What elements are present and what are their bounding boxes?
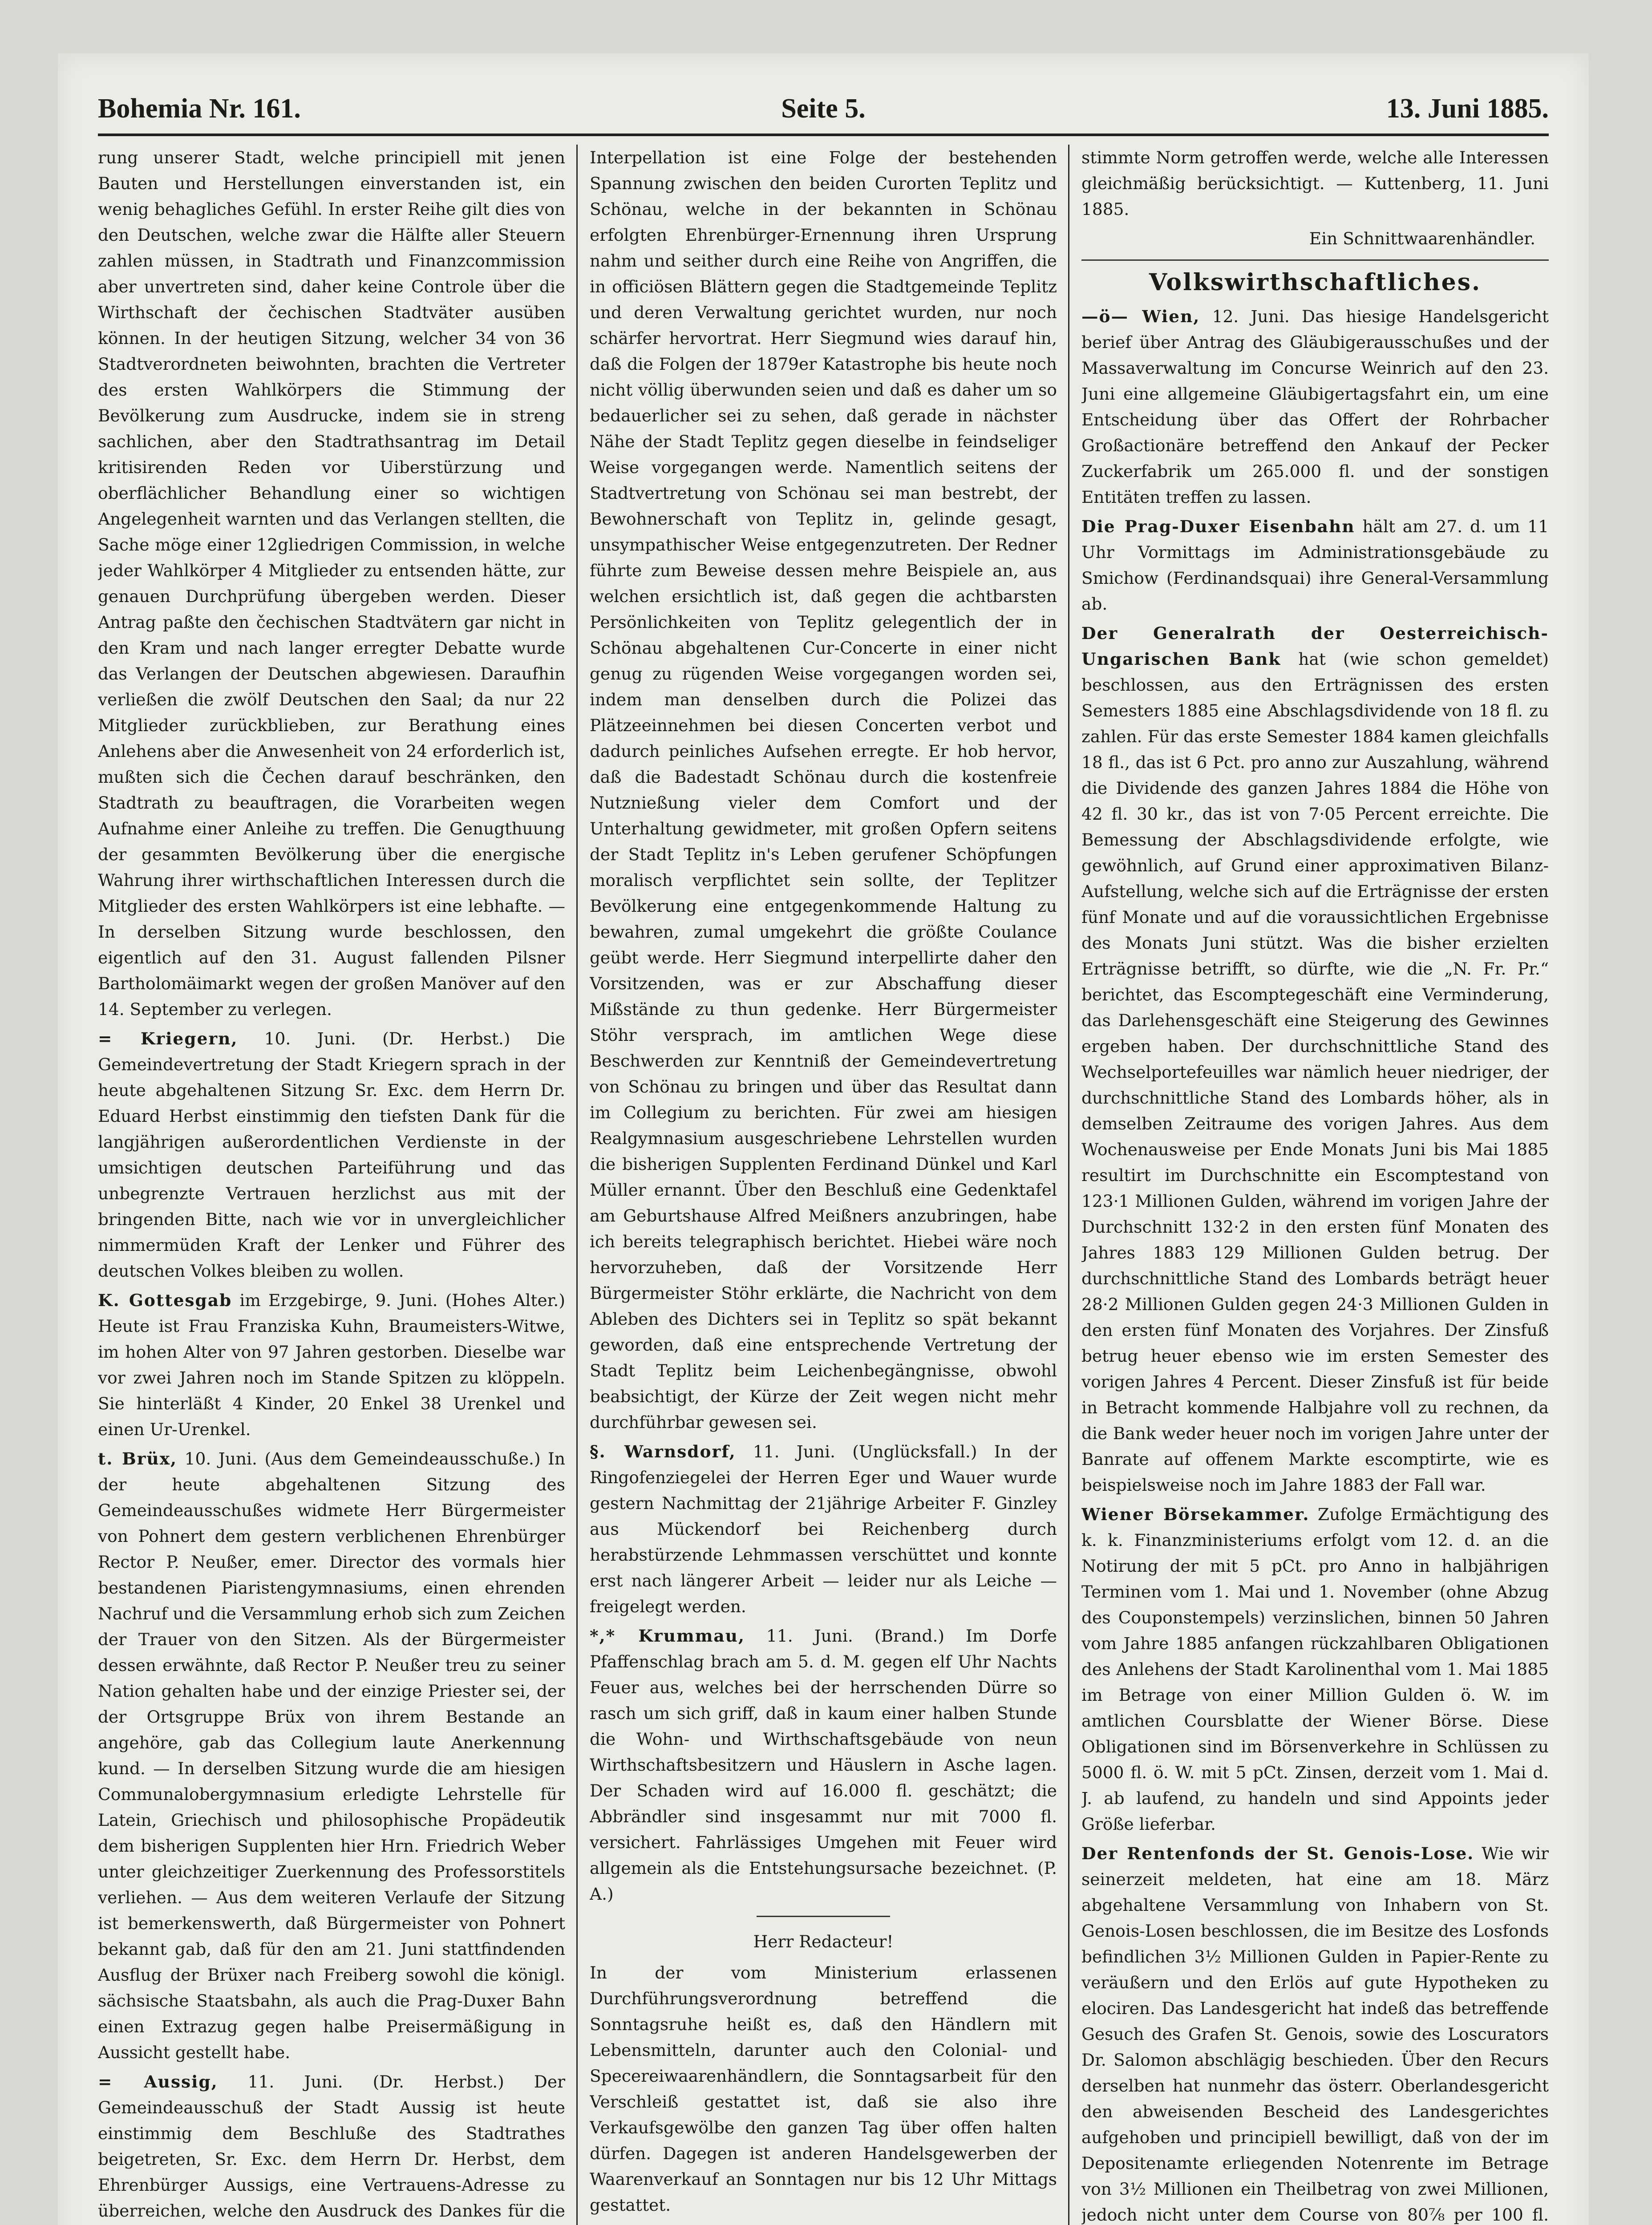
column-2 bbox=[590, 145, 1057, 2225]
dateline: *,* Krummau, bbox=[590, 1626, 745, 1646]
article-aussig bbox=[98, 2069, 565, 2225]
article-text: 10. Juni. (Dr. Herbst.) Die Gemeindevertretung der Stadt Kriegern sprach in der heute abgehaltenen Sitzung Sr. Exc. dem Herrn Dr. Eduard Herbst einstimmig den tiefsten Dank für die langjährigen außerordentlichen Verdienste in der umsichtigen deutschen Parteiführung und das unbegrenzte Vertrauen herzlichst aus mit der bringenden Bitte, nach wie vor in unvergleichlicher nimmermüden Kraft der Lenker und Führer des deutschen Volkes bleiben zu wollen. bbox=[98, 1029, 565, 1281]
column-divider bbox=[576, 145, 578, 2225]
separator bbox=[1081, 259, 1549, 261]
article-text: im Erzgebirge, 9. Juni. (Hohes Alter.) Heute ist Frau Franziska Kuhn, Braumeisters-Witwe, im hohen Alter von 97 Jahren gestorben. Dieselbe war vor zwei Jahren noch im Stande Spitzen zu klöppeln. Sie hinterläßt 4 Kinder, 20 Enkel 38 Urenkel und einen Ur-Urenkel. bbox=[98, 1290, 565, 1439]
item-heading: Der Rentenfonds der St. Genois-Lose. bbox=[1081, 1844, 1474, 1863]
article-text: Interpellation ist eine Folge der bestehenden Spannung zwischen den beiden Curorten Teplitz und Schönau, welche in der bekannten in Schönau erfolgten Ehrenbürger-Ernennung ihren Ursprung nahm und seither durch eine Reihe von Angriffen, die in officiösen Blättern gegen die Stadtgemeinde Teplitz und deren Verwaltung gerichtet wurden, nur noch schärfer hervortrat. Herr Siegmund wies darauf hin, daß die Folgen der 1879er Katastrophe bis heute noch nicht völlig überwunden seien und daß es daher um so bedauerlicher sei zu sehen, daß gerade in nächster Nähe der Stadt Teplitz gegen dieselbe in feindseliger Weise vorgegangen werde. Namentlich seitens der Stadtvertretung von Schönau sei man bestrebt, der Bewohnerschaft von Teplitz in, gelinde gesagt, unsympathischer Weise entgegenzutreten. Der Redner führte zum Beweise dessen mehre Beispiele an, aus welchen ersichtlich ist, daß gegen die achtbarsten Persönlichkeiten von Teplitz gelegentlich der in Schönau abgehaltenen Cur-Concerte in einer nicht genug zu rügenden Weise vorgegangen worden sei, indem man denselben durch die Polizei das Plätzeeinnehmen bei diesen Concerten verbot und dadurch peinliches Aufsehen erregte. Er hob hervor, daß die Badestadt Schönau durch die kostenfreie Nutznießung vieler dem Comfort und der Unterhaltung gewidmeter, mit großen Opfern seitens der Stadt Teplitz in's Leben gerufener Schöpfungen moralisch verpflichtet sein sollte, der Teplitzer Bevölkerung eine entgegenkommende Haltung zu bewahren, zumal umgekehrt die größte Coulance geübt werde. Herr Siegmund interpellirte daher den Vorsitzenden, was er zur Abschaffung dieser Mißstände zu thun gedenke. Herr Bürgermeister Stöhr versprach, im amtlichen Wege diese Beschwerden zur Kenntniß der Gemeindevertretung von Schönau zu bringen und über das Resultat dann im Collegium zu berichten. Für zwei am hiesigen Realgymnasium ausgeschriebene Lehrstellen wurden die bisherigen Supplenten Ferdinand Dünkel und Karl Müller ernannt. Über den Beschluß eine Gedenktafel am Geburtshause Alfred Meißners anzubringen, habe ich bereits telegraphisch berichtet. Hiebei wäre noch hervorzuheben, daß der Vorsitzende Herr Bürgermeister Stöhr erklärte, die Nachricht von dem Ableben des Dichters sei in Teplitz so spät bekannt geworden, daß eine entsprechende Vertretung der Stadt Teplitz beim Leichenbegängnisse, obwohl beabsichtigt, der Kürze der Zeit wegen nicht mehr durchführbar gewesen sei. bbox=[590, 148, 1057, 1432]
article-text: 10. Juni. (Aus dem Gemeindeausschuße.) In der heute abgehaltenen Sitzung des Gemeindeausschußes widmete Herr Bürgermeister von Pohnert dem gestern verblichenen Ehrenbürger Rector P. Neußer, emer. Director des vormals hier bestandenen Piaristengymnasiums, einen ehrenden Nachruf und die Versammlung erhob sich zum Zeichen der Trauer von den Sitzen. Als der Bürgermeister dessen erwähnte, daß Rector P. Neußer treu zu seiner Nation gehalten habe und der einzige Priester sei, der der Ortsgruppe Brüx von ihrem Bestande an angehöre, gab das Collegium laute Anerkennung kund. — In derselben Sitzung wurde die am hiesigen Communalobergymnasium erledigte Lehrstelle für Latein, Griechisch und philosophische Propädeutik dem bisherigen Supplenten hier Hrn. Friedrich Weber unter gleichzeitiger Zuerkennung des Professorstitels verliehen. — Aus dem weiteren Verlaufe der Sitzung ist bemerkenswerth, daß Bürgermeister von Pohnert bekannt gab, daß für den am 21. Juni stattfindenden Ausflug der Brüxer nach Freiberg sowohl die königl. sächsische Staatsbahn, als auch die Prag-Duxer Bahn einen Extrazug gegen halbe Preisermäßigung in Aussicht gestellt habe. bbox=[98, 1449, 565, 2062]
dateline: K. Gottesgab bbox=[98, 1290, 232, 1310]
letter-text: stimmte Norm getroffen werde, welche alle Interessen gleichmäßig berücksichtigt. — Kuttenberg, 11. Juni 1885. bbox=[1081, 148, 1549, 219]
article-text: Wie wir seinerzeit meldeten, hat eine am 18. März abgehaltene Versammlung von Inhabern von St. Genois-Losen beschlossen, die im Besitze des Losfonds befindlichen 3½ Millionen Gulden in Papier-Rente zu veräußern und den Erlös auf gute Hypotheken zu elociren. Das Landesgericht hat indeß das betreffende Gesuch des Grafen St. Genois, sowie des Loscurators Dr. Salomon abschlägig beschieden. Über den Recurs derselben hat nunmehr das österr. Oberlandesgericht den abweisenden Bescheid des Landesgerichtes aufgehoben und principiell bewilligt, daß von der im Depositenamte erliegenden Notenrente im Betrage von 3½ Millionen ein Theilbetrag von zwei Millionen, jedoch nicht unter dem Course von 80⅞ per 100 fl. bbox=[1081, 1844, 1549, 2225]
section-heading: Volkswirthschaftliches. bbox=[1149, 269, 1482, 296]
article-text: 11. Juni. (Unglücksfall.) In der Ringofenziegelei der Herren Eger und Wauer wurde gestern Nachmittag der 21jährige Arbeiter F. Ginzley aus Mückendorf bei Reichenberg durch herabstürzende Lehmmassen verschüttet und konnte erst nach längerer Arbeit — leider nur als Leiche — freigelegt werden. bbox=[590, 1442, 1057, 1616]
article-wien bbox=[1081, 303, 1549, 510]
dateline: §. Warnsdorf, bbox=[590, 1442, 736, 1461]
dateline: —ö— Wien, bbox=[1081, 307, 1200, 326]
article-text: 12. Juni. Das hiesige Handelsgericht berief über Antrag des Gläubigerausschußes und der Massaverwaltung im Concurse Weinrich auf den 23. Juni eine allgemeine Gläubigertagsfahrt ein, um eine Entscheidung über das Offert der Rohrbacher Großactionäre betreffend den Ankauf der Pecker Zuckerfabrik um 265.000 fl. und der sonstigen Entitäten treffen zu lassen. bbox=[1081, 307, 1549, 507]
article-text: 11. Juni. (Dr. Herbst.) Der Gemeindeausschuß der Stadt Aussig ist heute einstimmig dem Beschluße des Stadtrathes beigetreten, Sr. Exc. dem Herrn Dr. Herbst, dem Ehrenbürger Aussigs, eine Vertrauens-Adresse zu überreichen, welche den Ausdruck des Dankes für die bbox=[98, 2072, 565, 2221]
article-prag-duxer bbox=[1081, 514, 1549, 617]
item-heading: Wiener Börsekammer. bbox=[1081, 1505, 1310, 1524]
letter-text: In der vom Ministerium erlassenen Durchführungsverordnung betreffend die Sonntagsruhe heißt es, daß den Händlern mit Lebensmitteln, darunter auch den Colonial- und Specereiwaarenhändlern, die Sonntagsarbeit für den Verschleiß gestattet ist, daß sie also ihre Verkaufsgewölbe den ganzen Tag über offen halten dürfen. Dagegen ist anderen Handelsgewerben der Waarenverkauf an Sonntagen nur bis 12 Uhr Mittags gestattet. bbox=[590, 1963, 1057, 2215]
item-heading: Der Generalrath der Oesterreichisch-Ungarischen Bank bbox=[1081, 623, 1549, 669]
article-kriegern bbox=[98, 1026, 565, 1284]
article-warnsdorf bbox=[590, 1439, 1057, 1619]
letter-signature: Ein Schnittwaarenhändler. bbox=[1309, 229, 1535, 248]
column-3 bbox=[1081, 145, 1549, 2225]
article-generalrath bbox=[1081, 620, 1549, 1498]
letter-salutation: Herr Redacteur! bbox=[753, 1932, 894, 1951]
newspaper-page bbox=[58, 53, 1589, 2225]
page-number: Seite 5. bbox=[781, 93, 866, 124]
article-krummau bbox=[590, 1623, 1057, 1907]
page-header bbox=[98, 80, 1549, 136]
article-text: rung unserer Stadt, welche principiell mit jenen Bauten und Herstellungen einverstanden ist, ein wenig behagliches Gefühl. In erster Reihe gilt dies von den Deutschen, welche zwar die Hälfte aller Steuern zahlen müssen, in Stadtrath und Finanzcommission aber unvertreten sind, daher keine Controle über die Wirthschaft der čechischen Stadtväter ausüben können. In der heutigen Sitzung, welcher 34 von 36 Stadtverordneten beiwohnten, brachten die Vertreter des ersten Wahlkörpers die Stimmung der Bevölkerung zum Ausdrucke, indem sie in streng sachlichen, aber den Stadtrathsantrag im Detail kritisirenden Reden vor Uiberstürzung und oberflächlicher Behandlung einer so wichtigen Angelegenheit warnten und das Verlangen stellten, die Sache möge einer 12gliedrigen Commission, in welche jeder Wahlkörper 4 Mitglieder zu entsenden hätte, zur genauen Durchprüfung übergeben werden. Dieser Antrag paßte den čechischen Stadtvätern gar nicht in den Kram und nach langer erregter Debatte wurde das Verlangen der Deutschen abgewiesen. Daraufhin verließen die zwölf Deutschen den Saal; da nur 22 Mitglieder zurückblieben, zur Berathung eines Anlehens aber die Anwesenheit von 24 erforderlich ist, mußten sich die Čechen darauf beschränken, den Stadtrath zu beauftragen, die Vorarbeiten wegen Aufnahme einer Anleihe zu treffen. Die Genugthuung der gesammten Bevölkerung über die energische Wahrung ihrer wirthschaftlichen Interessen durch die Mitglieder des ersten Wahlkörpers ist eine lebhafte. — In derselben Sitzung wurde beschlossen, den eigentlich auf den 31. August fallenden Pilsner Bartholomäimarkt wegen der großen Manöver auf den 14. September zu verlegen. bbox=[98, 148, 565, 1019]
dateline: = Aussig, bbox=[98, 2072, 218, 2092]
article-text: 11. Juni. (Brand.) Im Dorfe Pfaffenschlag brach am 5. d. M. gegen elf Uhr Nachts Feuer aus, welches bei der herrschenden Dürre so rasch um sich griff, daß in kaum einer halben Stunde die Wohn- und Wirthschaftsgebäude von neun Wirthschaftsbesitzern und Häuslern in Asche lagen. Der Schaden wird auf 16.000 fl. geschätzt; die Abbrändler sind insgesammt nur mit 7000 fl. versichert. Fahrlässiges Umgehen mit Feuer wird allgemein als die Entstehungsursache bezeichnet. (P. A.) bbox=[590, 1626, 1057, 1904]
article-rentenfonds bbox=[1081, 1841, 1549, 2225]
masthead-issue: Bohemia Nr. 161. bbox=[98, 93, 301, 124]
article-boersekammer bbox=[1081, 1501, 1549, 1837]
article-gottesgab bbox=[98, 1287, 565, 1442]
article-text: Zufolge Ermächtigung des k. k. Finanzministeriums erfolgt vom 12. d. an die Notirung der mit 5 pCt. pro Anno in halbjährigen Terminen vom 1. Mai und 1. November (ohne Abzug des Couponstempels) verzinslichen, binnen 50 Jahren vom Jahre 1885 anfangen rückzahlbaren Obligationen des Anlehens der Stadt Karolinenthal vom 1. Mai 1885 im Betrage von einer Million Gulden ö. W. im amtlichen Coursblatte der Wiener Börse. Diese Obligationen sind im Börsenverkehre in Schlüssen zu 5000 fl. ö. W. mit 5 pCt. Zinsen, derzeit vom 1. Mai d. J. ab laufend, zu handeln und sind Appoints jeder Größe lieferbar. bbox=[1081, 1505, 1549, 1834]
column-1 bbox=[98, 145, 565, 2225]
article-text: hält am 27. d. um 11 Uhr Vormittags im Administrationsgebäude zu Smichow (Ferdinandsquai) ihre General-Versammlung ab. bbox=[1081, 517, 1549, 614]
issue-date: 13. Juni 1885. bbox=[1386, 93, 1549, 124]
column-divider bbox=[1068, 145, 1069, 2225]
letter-text bbox=[590, 2221, 1057, 2225]
dateline: = Kriegern, bbox=[98, 1029, 238, 1048]
item-heading: Die Prag-Duxer Eisenbahn bbox=[1081, 517, 1355, 536]
article-text: hat (wie schon gemeldet) beschlossen, aus den Erträgnissen des ersten Semesters 1885 eine Abschlagsdividende von 18 fl. zu zahlen. Für das erste Semester 1884 kamen gleichfalls 18 fl., das ist 6 Pct. pro anno zur Auszahlung, während die Dividende des ganzen Jahres 1884 die Höhe von 42 fl. 30 kr., das ist von 7·05 Percent erreichte. Die Bemessung der Abschlagsdividende erfolgte, wie gewöhnlich, auf Grund einer approximativen Bilanz-Aufstellung, welche sich auf die Erträgnisse der ersten fünf Monate und auf die voraussichtlichen Ergebnisse des Monats Juni stützt. Was die bisher erzielten Erträgnisse betrifft, so dürfte, wie die „N. Fr. Pr.“ berichtet, das Escomptegeschäft eine Verminderung, das Darlehensgeschäft eine Steigerung des Gewinnes ergeben haben. Der durchschnittliche Stand des Wechselportefeuilles war nämlich heuer niedriger, der durchschnittliche Stand des Lombards höher, als in demselben Zeitraume des vorigen Jahres. Aus dem Wochenausweise per Ende Monats Juni bis Mai 1885 resultirt im Durchschnitte ein Escomptestand von 123·1 Millionen Gulden, während im vorigen Jahre der Durchschnitt 132·2 in den ersten fünf Monaten des Jahres 1883 129 Millionen Gulden betrug. Der durchschnittliche Stand des Lombards beträgt heuer 28·2 Millionen Gulden gegen 24·3 Millionen Gulden in den ersten fünf Monaten des Vorjahres. Der Zinsfuß betrug heuer ebenso wie im ersten Semester des vorigen Jahres 4 Percent. Dieser Zinsfuß ist für beide in Betracht kommende Halbjahre voll zu rechnen, da die Bank weder heuer noch im vorigen Jahre unter der Banrate auf offenem Markte escomptirte, wie es beispielsweise noch im Jahre 1883 der Fall war. bbox=[1081, 649, 1549, 1495]
separator bbox=[757, 1916, 890, 1917]
dateline: t. Brüx, bbox=[98, 1449, 178, 1468]
article-bruex bbox=[98, 1446, 565, 2065]
